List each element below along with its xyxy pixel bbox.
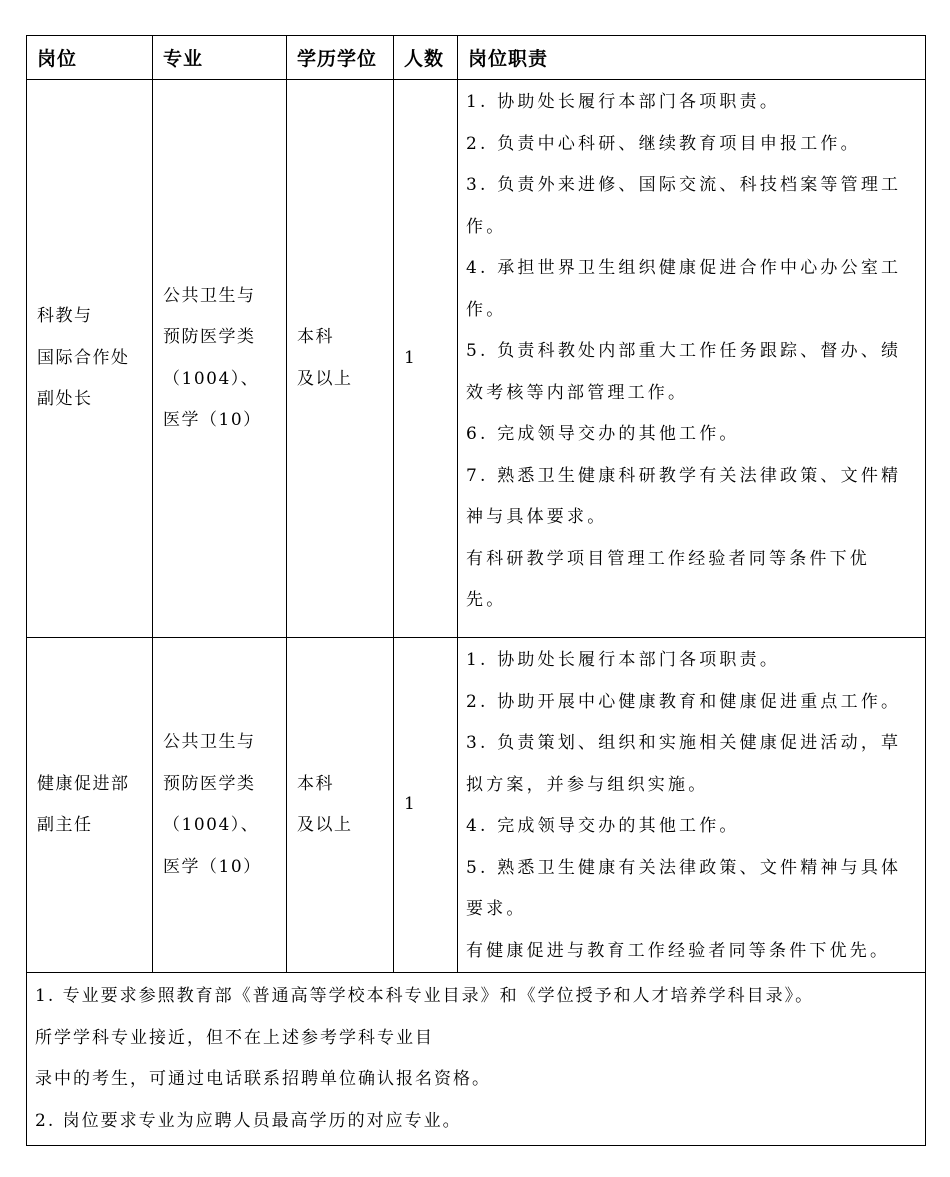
duties-cell	[458, 80, 926, 638]
header-duties: 岗位职责	[458, 36, 926, 80]
header-major: 专业	[153, 36, 287, 80]
header-education: 学历学位	[287, 36, 394, 80]
header-position: 岗位	[27, 36, 153, 80]
duty-line: 拟方案，并参与组织实施。	[466, 774, 709, 795]
duty-line: 1. 协助处长履行本部门各项职责。	[466, 92, 781, 112]
position-line: 科教与	[37, 306, 93, 327]
major-line: （1004）、	[163, 368, 260, 389]
position-cell	[27, 80, 153, 638]
position-line: 健康促进部	[37, 773, 130, 794]
duty-line: 2. 负责中心科研、继续教育项目申报工作。	[466, 133, 861, 154]
major-line: （1004）、	[163, 815, 260, 835]
education-line: 及以上	[297, 368, 353, 389]
recruitment-table	[26, 35, 926, 1146]
duty-line: 5. 负责科教处内部重大工作任务跟踪、督办、绩	[466, 341, 902, 361]
duty-line: 6. 完成领导交办的其他工作。	[466, 424, 740, 444]
duty-line: 5. 熟悉卫生健康有关法律政策、文件精神与具体	[466, 857, 902, 878]
major-line: 公共卫生与	[163, 732, 256, 752]
major-line: 预防医学类	[163, 327, 256, 347]
position-line: 国际合作处	[37, 347, 130, 368]
major-line: 医学（10）	[163, 856, 262, 877]
count-cell: 1	[394, 638, 458, 973]
position-cell	[27, 638, 153, 973]
duty-line: 3. 负责策划、组织和实施相关健康促进活动，草	[466, 733, 902, 753]
duty-line: 要求。	[466, 899, 527, 919]
position-line: 副处长	[37, 389, 93, 410]
duty-line: 作。	[466, 299, 507, 320]
major-cell	[153, 638, 287, 973]
table-row	[27, 638, 926, 973]
duty-line: 有健康促进与教育工作经验者同等条件下优先。	[466, 940, 891, 961]
education-cell	[287, 80, 394, 638]
education-line: 本科	[297, 327, 334, 347]
duty-line: 1. 协助处长履行本部门各项职责。	[466, 650, 781, 670]
duty-line: 2. 协助开展中心健康教育和健康促进重点工作。	[466, 691, 902, 712]
duties-cell	[458, 638, 926, 973]
note-line: 录中的考生，可通过电话联系招聘单位确认报名资格。	[35, 1069, 491, 1089]
education-line: 本科	[297, 773, 334, 794]
duty-line: 先。	[466, 590, 507, 610]
duty-line: 7. 熟悉卫生健康科研教学有关法律政策、文件精	[466, 465, 902, 486]
duty-line: 神与具体要求。	[466, 507, 608, 527]
note-line: 所学学科专业接近，但不在上述参考学科专业目	[35, 1027, 434, 1048]
major-line: 医学（10）	[163, 410, 262, 430]
education-line: 及以上	[297, 815, 353, 835]
duty-line: 4. 完成领导交办的其他工作。	[466, 816, 740, 836]
header-count: 人数	[394, 36, 458, 80]
duty-line: 效考核等内部管理工作。	[466, 382, 689, 403]
count-cell: 1	[394, 80, 458, 638]
header-row	[27, 36, 926, 80]
duty-line: 4. 承担世界卫生组织健康促进合作中心办公室工	[466, 258, 902, 278]
duty-line: 3. 负责外来进修、国际交流、科技档案等管理工	[466, 175, 902, 195]
table-row	[27, 80, 926, 638]
note-line: 2. 岗位要求专业为应聘人员最高学历的对应专业。	[35, 1110, 462, 1131]
note-line: 1. 专业要求参照教育部《普通高等学校本科专业目录》和《学位授予和人才培养学科目录》。	[35, 986, 815, 1006]
major-cell	[153, 80, 287, 638]
position-line: 副主任	[37, 815, 93, 835]
education-cell	[287, 638, 394, 973]
major-line: 公共卫生与	[163, 285, 256, 306]
notes-cell	[27, 973, 926, 1146]
major-line: 预防医学类	[163, 773, 256, 794]
duty-line: 作。	[466, 216, 507, 237]
duty-line: 有科研教学项目管理工作经验者同等条件下优	[466, 548, 870, 569]
notes-row	[27, 973, 926, 1146]
